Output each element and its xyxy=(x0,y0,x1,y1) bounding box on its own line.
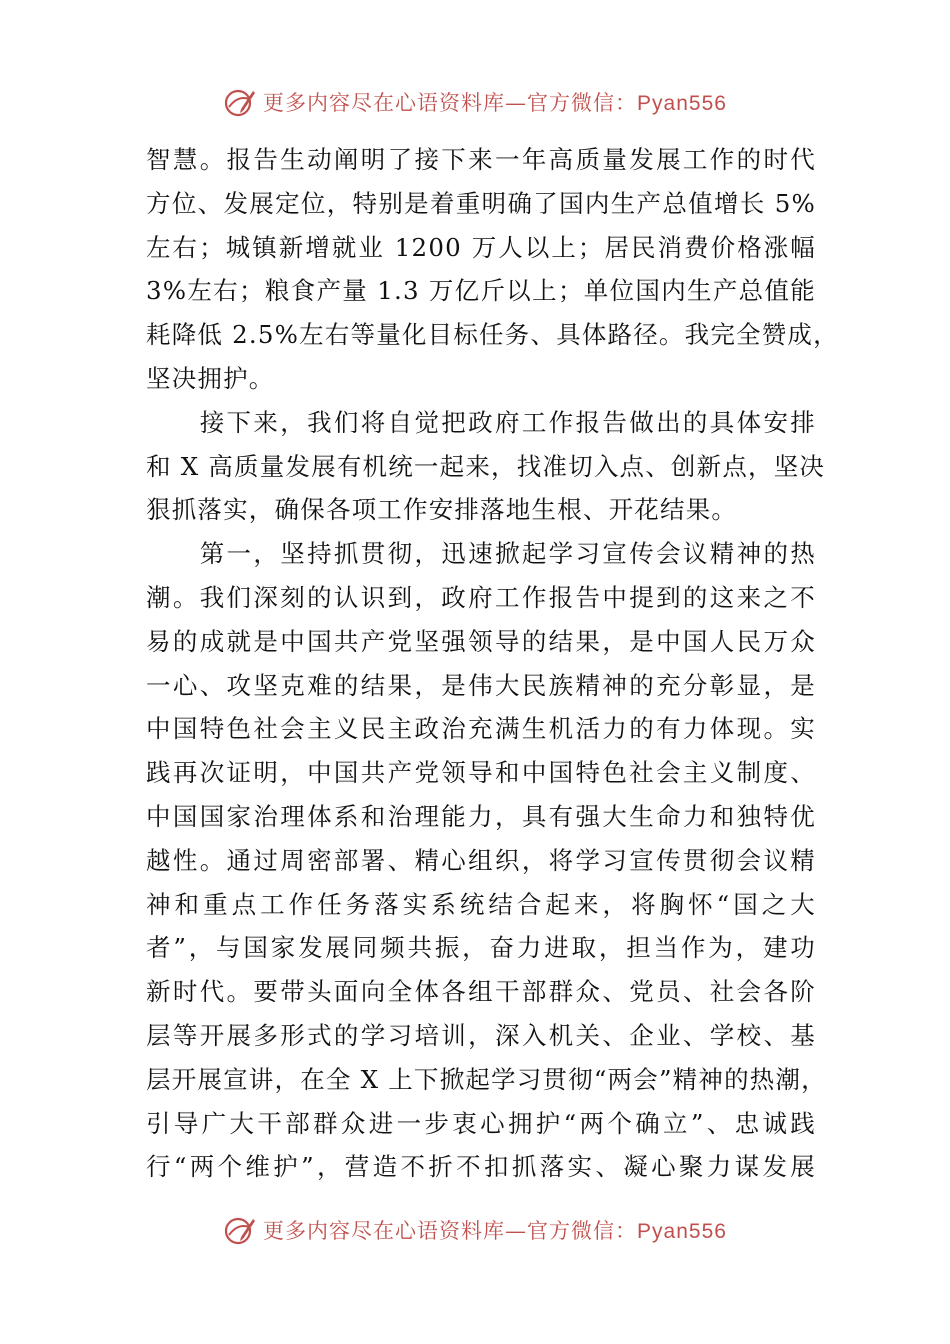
text-line: 越性。通过周密部署、精心组织，将学习宣传贯彻会议精 xyxy=(146,845,816,875)
banner-dash: — xyxy=(505,1219,528,1243)
text-line: 智慧。报告生动阐明了接下来一年高质量发展工作的时代 xyxy=(146,145,816,174)
banner-wechat-id: Pyan556 xyxy=(637,92,727,115)
text-line: 行“两个维护”，营造不折不扣抓落实、凝心聚力谋发展 xyxy=(146,1152,816,1182)
text-line: 践再次证明，中国共产党领导和中国特色社会主义制度、 xyxy=(146,758,816,788)
header-banner-text xyxy=(263,87,727,117)
text-line: 耗降低 2.5%左右等量化目标任务、具体路径。我完全赞成， xyxy=(146,320,839,350)
text-line: 者”，与国家发展同频共振，奋力进取，担当作为，建功 xyxy=(146,933,816,963)
banner-dash: — xyxy=(505,91,528,115)
banner-slogan: 更多内容尽在心语资料库 xyxy=(263,91,506,115)
paragraph-2 xyxy=(146,401,826,532)
banner-slogan: 更多内容尽在心语资料库 xyxy=(263,1219,506,1243)
footer-banner-text xyxy=(263,1215,727,1245)
text-line: 中国特色社会主义民主政治充满生机活力的有力体现。实 xyxy=(146,714,816,744)
text-line: 一心、攻坚克难的结果，是伟大民族精神的充分彰显，是 xyxy=(146,670,816,700)
text-line: 潮。我们深刻的认识到，政府工作报告中提到的这来之不 xyxy=(146,582,816,612)
text-line: 易的成就是中国共产党坚强领导的结果，是中国人民万众 xyxy=(146,626,816,656)
document-body xyxy=(146,138,839,1189)
paragraph-1 xyxy=(146,138,839,401)
banner-wechat-label: 官方微信： xyxy=(527,91,638,115)
text-line: 狠抓落实，确保各项工作安排落地生根、开花结果。 xyxy=(146,495,738,525)
banner-wechat-id: Pyan556 xyxy=(637,1220,727,1243)
pen-logo-icon xyxy=(223,85,257,119)
text-line: 神和重点工作任务落实系统结合起来，将胸怀“国之大 xyxy=(146,889,816,919)
text-line: 左右；城镇新增就业 1200 万人以上；居民消费价格涨幅 xyxy=(146,232,816,262)
header-banner xyxy=(0,80,950,124)
banner-wechat-label: 官方微信： xyxy=(527,1219,638,1243)
paragraph-3 xyxy=(146,532,827,1189)
text-line: 第一，坚持抓贯彻，迅速掀起学习宣传会议精神的热 xyxy=(146,539,816,569)
text-line: 坚决拥护。 xyxy=(146,363,275,393)
text-line: 层开展宣讲，在全 X 上下掀起学习贯彻“两会”精神的热潮， xyxy=(146,1064,827,1094)
footer-banner xyxy=(0,1208,950,1252)
text-line: 3%左右；粮食产量 1.3 万亿斤以上；单位国内生产总值能 xyxy=(146,276,816,306)
text-line: 中国国家治理体系和治理能力，具有强大生命力和独特优 xyxy=(146,801,816,831)
text-line: 新时代。要带头面向全体各组干部群众、党员、社会各阶 xyxy=(146,977,816,1007)
text-line: 层等开展多形式的学习培训，深入机关、企业、学校、基 xyxy=(146,1020,816,1050)
text-line: 接下来，我们将自觉把政府工作报告做出的具体安排 xyxy=(146,407,816,437)
pen-logo-icon xyxy=(223,1213,257,1247)
text-line: 引导广大干部群众进一步衷心拥护“两个确立”、忠诚践 xyxy=(146,1108,816,1138)
text-line: 和 X 高质量发展有机统一起来，找准切入点、创新点，坚决 xyxy=(146,451,826,481)
text-line: 方位、发展定位，特别是着重明确了国内生产总值增长 5% xyxy=(146,188,816,218)
